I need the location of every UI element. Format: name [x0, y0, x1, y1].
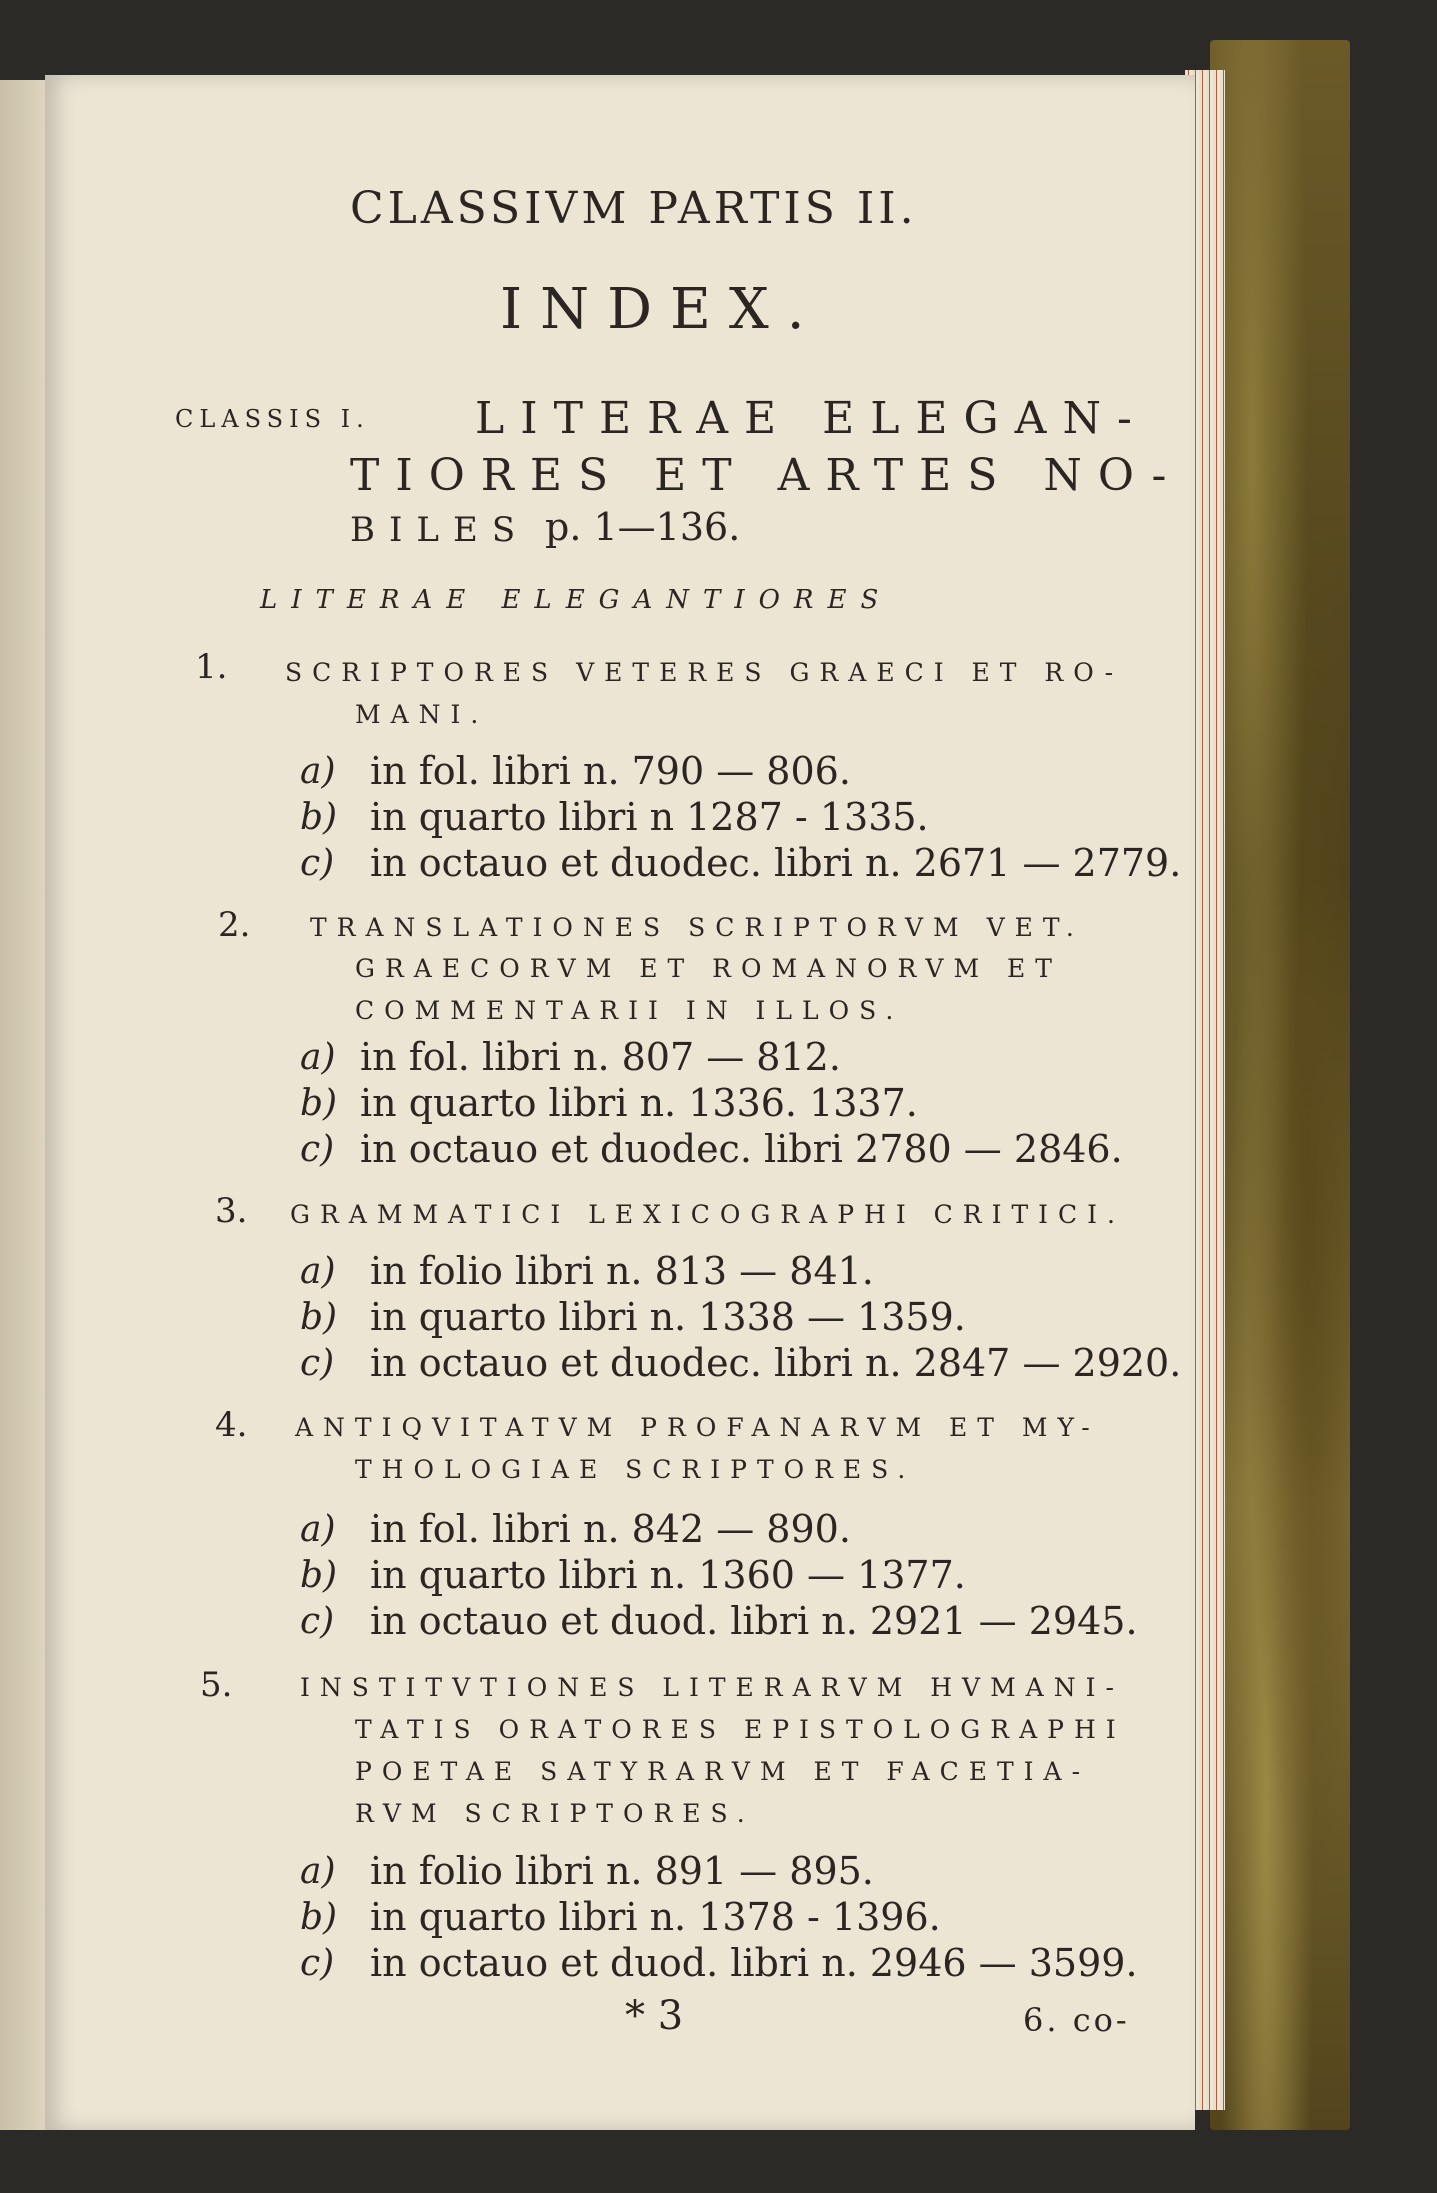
item-text: in fol. libri n. 807 — 812. [360, 1035, 841, 1079]
classis-pages: p. 1—136. [545, 505, 741, 549]
item-text: in fol. libri n. 790 — 806. [370, 749, 851, 793]
section-heading-line: INSTITVTIONES LITERARVM HVMANI- [300, 1673, 1124, 1702]
section-heading-line: TATIS ORATORES EPISTOLOGRAPHI [355, 1715, 1126, 1744]
item-text: in quarto libri n. 1378 - 1396. [370, 1895, 941, 1939]
item-label: a) [300, 751, 336, 792]
item-label: a) [300, 1251, 336, 1292]
classis-title-line1: LITERAE ELEGAN- [475, 393, 1148, 444]
book-page [45, 75, 1195, 2130]
item-label: b) [300, 1897, 338, 1938]
item-text: in quarto libri n. 1336. 1337. [360, 1081, 918, 1125]
item-label: a) [300, 1037, 336, 1078]
item-text: in octauo et duodec. libri 2780 — 2846. [360, 1127, 1123, 1171]
left-page-edge [0, 80, 50, 2130]
item-label: a) [300, 1851, 336, 1892]
section-heading-line: GRAMMATICI LEXICOGRAPHI CRITICI. [290, 1200, 1126, 1229]
section-heading-line: ANTIQVITATVM PROFANARVM ET MY- [295, 1413, 1100, 1442]
section-heading-line: POETAE SATYRARVM ET FACETIA- [355, 1757, 1091, 1786]
item-label: c) [300, 843, 335, 884]
section-heading-line: TRANSLATIONES SCRIPTORVM VET. [310, 913, 1084, 942]
item-text: in octauo et duod. libri n. 2946 — 3599. [370, 1941, 1138, 1985]
item-label: b) [300, 1555, 338, 1596]
section-heading-line: MANI. [355, 700, 489, 729]
section-title: LITERAE ELEGANTIORES [260, 585, 893, 615]
section-heading-line: SCRIPTORES VETERES GRAECI ET RO- [285, 658, 1124, 687]
classis-title-line3: BILES [350, 510, 530, 550]
item-text: in folio libri n. 813 — 841. [370, 1249, 874, 1293]
section-heading-line: GRAECORVM ET ROMANORVM ET [355, 954, 1062, 983]
item-text: in quarto libri n. 1338 — 1359. [370, 1295, 966, 1339]
item-text: in octauo et duodec. libri n. 2847 — 2920. [370, 1341, 1182, 1385]
item-text: in quarto libri n. 1360 — 1377. [370, 1553, 966, 1597]
signature-mark: * 3 [625, 1993, 684, 2039]
index-title: INDEX. [500, 277, 823, 342]
item-label: b) [300, 1083, 338, 1124]
item-label: c) [300, 1129, 335, 1170]
section-number: 5. [200, 1665, 233, 1705]
section-heading-line: COMMENTARII IN ILLOS. [355, 996, 904, 1025]
section-heading-line: THOLOGIAE SCRIPTORES. [355, 1455, 916, 1484]
section-number: 2. [218, 905, 251, 945]
item-text: in folio libri n. 891 — 895. [370, 1849, 874, 1893]
classis-label: CLASSIS I. [175, 405, 370, 433]
classis-title-line2: TIORES ET ARTES NO- [350, 450, 1183, 501]
item-label: b) [300, 797, 338, 838]
item-text: in octauo et duodec. libri n. 2671 — 2779. [370, 841, 1182, 885]
section-number: 3. [215, 1191, 248, 1231]
item-text: in octauo et duod. libri n. 2921 — 2945. [370, 1599, 1138, 1643]
item-label: a) [300, 1509, 336, 1550]
section-heading-line: RVM SCRIPTORES. [355, 1799, 755, 1828]
page-header: CLASSIVM PARTIS II. [350, 183, 918, 234]
section-number: 4. [215, 1405, 248, 1445]
item-label: c) [300, 1601, 335, 1642]
section-number: 1. [195, 647, 228, 687]
catchword: 6. co- [1023, 2001, 1130, 2039]
item-label: c) [300, 1943, 335, 1984]
item-text: in fol. libri n. 842 — 890. [370, 1507, 851, 1551]
marbled-cover [1210, 40, 1350, 2130]
item-label: c) [300, 1343, 335, 1384]
item-label: b) [300, 1297, 338, 1338]
item-text: in quarto libri n 1287 - 1335. [370, 795, 929, 839]
